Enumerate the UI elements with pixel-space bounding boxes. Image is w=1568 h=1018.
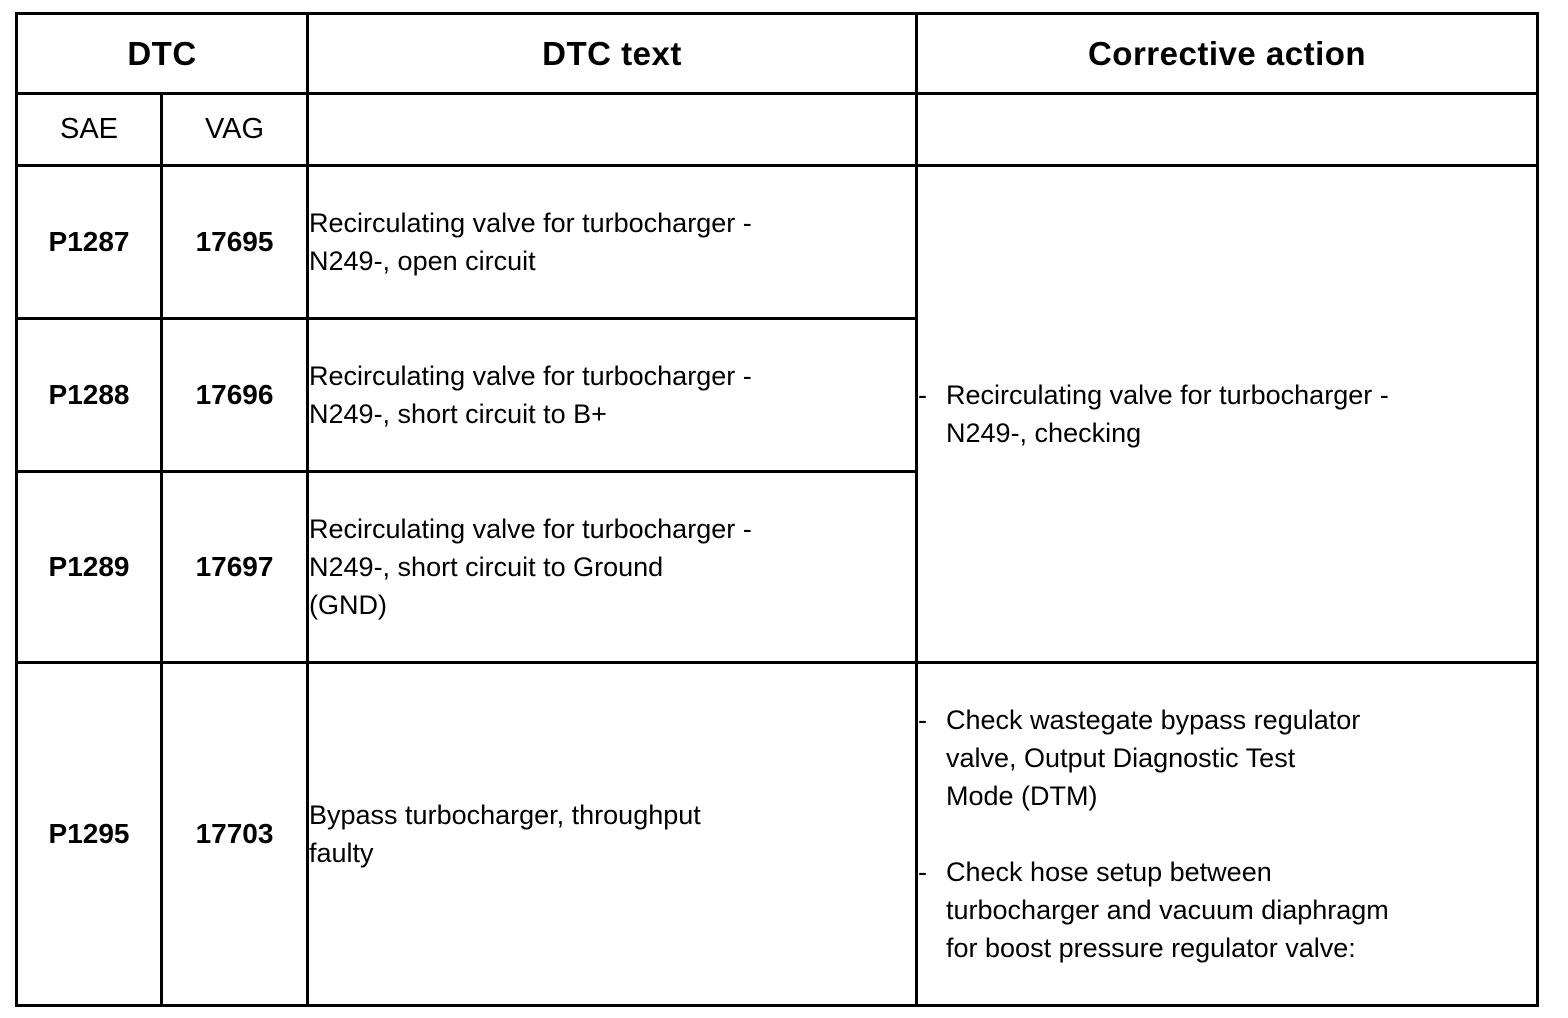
dtc-text xyxy=(308,472,917,663)
text-line: N249-, short circuit to Ground xyxy=(309,552,664,582)
dtc-text xyxy=(308,319,917,472)
dtc-text-header: DTC text xyxy=(308,14,917,94)
sae-code: P1288 xyxy=(17,319,162,472)
action-line: Mode (DTM) xyxy=(946,781,1098,811)
text-line: Recirculating valve for turbocharger - xyxy=(309,208,752,238)
table-row xyxy=(17,166,1538,319)
action-text xyxy=(946,701,1360,815)
action-line: Check wastegate bypass regulator xyxy=(946,705,1361,735)
action-text xyxy=(946,376,1389,452)
vag-code: 17696 xyxy=(162,319,308,472)
action-item xyxy=(918,701,1536,815)
sae-code: P1287 xyxy=(17,166,162,319)
table-row xyxy=(17,663,1538,1006)
text-line: Bypass turbocharger, throughput xyxy=(309,800,701,830)
sae-code: P1295 xyxy=(17,663,162,1006)
vag-header: VAG xyxy=(162,94,308,166)
text-line: N249-, short circuit to B+ xyxy=(309,399,607,429)
action-line: N249-, checking xyxy=(946,418,1142,448)
text-line: Recirculating valve for turbocharger - xyxy=(309,514,752,544)
dash-marker: - xyxy=(918,857,928,887)
subheader-row xyxy=(17,94,1538,166)
action-item xyxy=(918,376,1536,452)
dash-marker: - xyxy=(918,705,928,735)
corrective-action xyxy=(917,663,1538,1006)
text-line: Recirculating valve for turbocharger - xyxy=(309,361,752,391)
action-item xyxy=(918,853,1536,967)
text-line: (GND) xyxy=(309,590,387,620)
corrective-action xyxy=(917,166,1538,663)
sae-header: SAE xyxy=(17,94,162,166)
action-text xyxy=(946,853,1389,967)
header-row xyxy=(17,14,1538,94)
vag-code: 17703 xyxy=(162,663,308,1006)
empty-subheader-cell xyxy=(308,94,917,166)
dtc-header: DTC xyxy=(17,14,308,94)
action-line: Check hose setup between xyxy=(946,857,1272,887)
dtc-text xyxy=(308,663,917,1006)
sae-code: P1289 xyxy=(17,472,162,663)
vag-code: 17695 xyxy=(162,166,308,319)
text-line: N249-, open circuit xyxy=(309,246,536,276)
action-line: Recirculating valve for turbocharger - xyxy=(946,380,1389,410)
corrective-action-header: Corrective action xyxy=(917,14,1538,94)
action-line: turbocharger and vacuum diaphragm xyxy=(946,895,1389,925)
action-line: for boost pressure regulator valve: xyxy=(946,933,1356,963)
text-line: faulty xyxy=(309,838,374,868)
dash-marker: - xyxy=(918,380,928,410)
action-line: valve, Output Diagnostic Test xyxy=(946,743,1296,773)
empty-subheader-cell xyxy=(917,94,1538,166)
dtc-text xyxy=(308,166,917,319)
vag-code: 17697 xyxy=(162,472,308,663)
dtc-table xyxy=(15,12,1539,1007)
